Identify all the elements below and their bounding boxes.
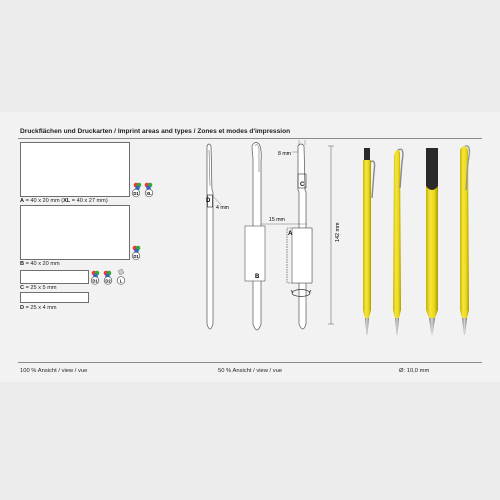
yellow-pen-front	[460, 146, 469, 335]
diameter-caption: Ø: 10,0 mm	[399, 368, 430, 374]
yellow-pen-black-top-front	[426, 148, 438, 335]
pad-print-icon	[91, 271, 99, 285]
xl-print-icon	[145, 183, 153, 197]
pen-outline-side	[207, 144, 221, 329]
svg-text:B: B	[255, 274, 260, 280]
imprint-area-c-box	[20, 270, 89, 284]
pen-outline-front	[245, 142, 265, 330]
svg-text:8 mm: 8 mm	[278, 151, 291, 157]
svg-text:XL: XL	[146, 190, 152, 196]
bottom-rule	[18, 362, 482, 363]
digital-print-icon	[104, 271, 112, 285]
imprint-area-d-label: D = 25 x 4 mm	[20, 305, 57, 311]
svg-text:D1: D1	[133, 253, 139, 259]
imprint-area-b-label: B = 40 x 20 mm	[20, 261, 60, 267]
svg-text:D2: D2	[105, 278, 111, 284]
imprint-area-d-box	[20, 292, 89, 303]
svg-text:142 mm: 142 mm	[335, 222, 341, 242]
svg-text:A: A	[288, 231, 293, 237]
length-dimension	[328, 146, 334, 324]
svg-text:D1: D1	[133, 190, 139, 196]
svg-text:L: L	[119, 278, 123, 284]
svg-text:C: C	[300, 182, 305, 188]
imprint-area-c-label: C = 25 x 5 mm	[20, 285, 57, 291]
svg-text:D1: D1	[92, 278, 98, 284]
svg-text:15 mm: 15 mm	[269, 217, 285, 223]
imprint-area-a-label: A = 40 x 20 mm (XL = 40 x 27 mm)	[20, 198, 108, 204]
print-type-icons-a	[130, 180, 156, 198]
svg-text:4 mm: 4 mm	[216, 205, 229, 211]
pen-technical-drawing	[195, 138, 350, 338]
imprint-area-a-box	[20, 142, 130, 197]
pad-print-icon	[132, 183, 141, 197]
imprint-area-b-box	[20, 205, 130, 260]
print-type-icons-c	[89, 268, 131, 286]
scale-50-caption: 50 % Ansicht / view / vue	[218, 368, 283, 374]
svg-text:D: D	[206, 198, 211, 204]
pen-product-images	[350, 138, 485, 338]
yellow-pen-side	[393, 149, 403, 335]
pad-print-icon	[132, 246, 140, 260]
print-type-icons-b	[130, 243, 144, 261]
scale-100-caption: 100 % Ansicht / view / vue	[20, 368, 88, 374]
page-title: Druckflächen und Druckarten / Imprint areas and types / Zones et modes d'impression	[20, 128, 291, 135]
laser-engraving-icon	[117, 269, 125, 284]
yellow-pen-black-top-side	[363, 148, 375, 335]
